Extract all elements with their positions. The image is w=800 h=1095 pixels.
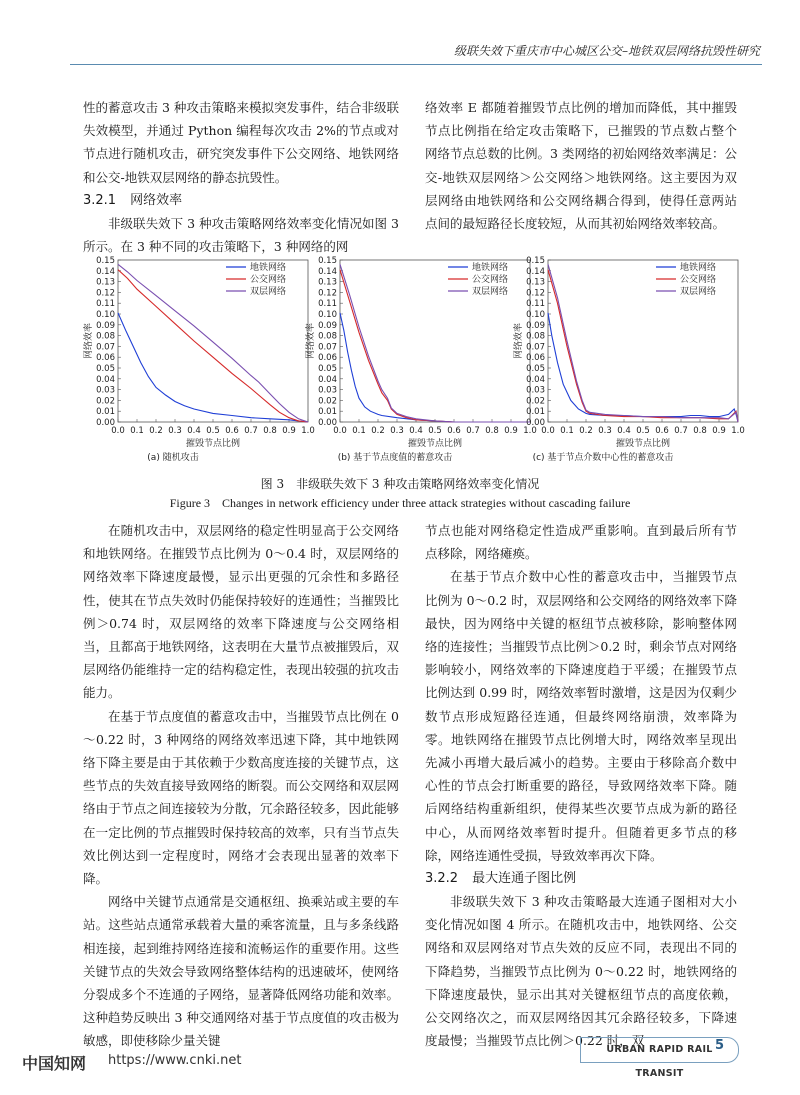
left-column-bottom <box>83 519 399 1053</box>
x-tick-label: 0.6 <box>225 426 239 436</box>
x-tick-label: 0.0 <box>111 426 125 436</box>
x-tick-label: 0.0 <box>541 426 555 436</box>
y-tick-label: 0.15 <box>318 256 337 266</box>
y-tick-label: 0.11 <box>526 299 545 310</box>
x-tick-label: 0.1 <box>352 426 366 436</box>
cnki-logo-text: 中国知网 <box>22 1054 87 1073</box>
x-tick-label: 0.2 <box>579 426 593 436</box>
y-tick-label: 0.06 <box>96 353 115 364</box>
y-tick-label: 0.15 <box>526 256 545 266</box>
left-column-top <box>83 96 399 258</box>
y-tick-label: 0.01 <box>318 407 337 418</box>
x-tick-label: 0.4 <box>187 426 201 436</box>
legend-label: 地铁网络 <box>250 263 287 273</box>
paragraph: 网络中关键节点通常是交通枢纽、换乘站或主要的车站。这些站点通常承载着大量的乘客流量，且与多条线路相连接，起到维持网络连接和流畅运作的重要作用。这些关键节点的失效会导致网络整体结构的迅速破坏，使网络分裂成多个不连通的子网络，显著降低网络功能和效率。这种趋势反映出 3 种交通网络对基于节点度值的攻击极为敏感，即使移除少量关键 <box>83 894 399 1049</box>
y-tick-label: 0.02 <box>96 396 115 407</box>
y-tick-label: 0.07 <box>526 342 545 353</box>
x-tick-label: 0.8 <box>693 426 707 436</box>
y-tick-label: 0.09 <box>96 320 115 331</box>
paragraph: 非级联失效下 3 种攻击策略最大连通子图相对大小变化情况如图 4 所示。在随机攻击中，地铁网络、公交网络和双层网络对节点失效的反应不同，表现出不同的下降趋势，当摧毁节点比例为 0～0.22 时，地铁网络的下降速度最快，显示出其对关键枢纽节点的高度依赖，公交网络次之，而双层网络因其冗余路径较多，下降速度最慢；当摧毁节点比例＞0.22 时，双 <box>425 894 737 1049</box>
y-tick-label: 0.07 <box>96 342 115 353</box>
figure-3 <box>80 255 745 470</box>
y-tick-label: 0.12 <box>526 288 545 299</box>
x-tick-label: 0.9 <box>712 426 726 436</box>
x-tick-label: 0.3 <box>168 426 182 436</box>
x-axis-label: 摧毁节点比例 <box>407 439 463 449</box>
page-number: 5 <box>715 1038 725 1053</box>
x-tick-label: 0.1 <box>130 426 144 436</box>
x-tick-label: 0.6 <box>447 426 461 436</box>
figure-caption-en: Figure 3 Changes in network efficiency under three attack strategies without cascading failure <box>169 496 631 510</box>
x-tick-label: 1.0 <box>731 426 745 436</box>
legend-label: 公交网络 <box>250 275 287 285</box>
y-tick-label: 0.04 <box>96 374 115 385</box>
x-tick-label: 1.0 <box>523 426 537 436</box>
y-tick-label: 0.11 <box>318 299 337 310</box>
y-tick-label: 0.13 <box>96 277 115 288</box>
legend-label: 双层网络 <box>250 287 287 297</box>
y-tick-label: 0.08 <box>526 331 545 342</box>
series-line-1 <box>118 313 308 422</box>
x-axis-label: 摧毁节点比例 <box>615 439 671 449</box>
x-tick-label: 0.8 <box>485 426 499 436</box>
y-tick-label: 0.00 <box>526 418 545 428</box>
x-tick-label: 0.6 <box>655 426 669 436</box>
section-heading-3-2-1 <box>83 189 399 212</box>
y-tick-label: 0.06 <box>526 353 545 364</box>
y-tick-label: 0.10 <box>526 310 545 320</box>
y-tick-label: 0.04 <box>526 374 545 385</box>
y-tick-label: 0.06 <box>318 353 337 364</box>
x-tick-label: 0.2 <box>149 426 163 436</box>
running-title: 级联失效下重庆市中心城区公交–地铁双层网络抗毁性研究 <box>453 44 760 58</box>
chart-subtitle: (c) 基于节点介数中心性的蓄意攻击 <box>532 453 674 463</box>
y-tick-label: 0.00 <box>96 418 115 428</box>
y-tick-label: 0.14 <box>96 266 115 277</box>
x-tick-label: 0.4 <box>409 426 423 436</box>
paragraph: 性的蓄意攻击 3 种攻击策略来模拟突发事件，结合非级联失效模型，并通过 Python 编程每次攻击 2%的节点或对节点进行随机攻击，研究突发事件下公交网络、地铁网络和公交-地铁双层网络的静态抗毁性。 <box>83 100 399 185</box>
section-title: 网络效率 <box>130 192 183 208</box>
series-line-1 <box>548 313 738 422</box>
y-tick-label: 0.05 <box>96 364 115 374</box>
y-tick-label: 0.08 <box>318 331 337 342</box>
y-tick-label: 0.12 <box>96 288 115 299</box>
right-column-bottom <box>425 519 737 1052</box>
x-tick-label: 0.2 <box>371 426 385 436</box>
legend-label: 地铁网络 <box>680 263 717 273</box>
y-tick-label: 0.15 <box>96 256 115 266</box>
paragraph: 节点也能对网络稳定性造成严重影响。直到最后所有节点移除，网络瘫痪。 <box>425 523 737 562</box>
site-url[interactable]: https://www.cnki.net <box>108 1053 242 1068</box>
x-tick-label: 0.0 <box>333 426 347 436</box>
legend-label: 双层网络 <box>472 287 509 297</box>
paragraph: 非级联失效下 3 种攻击策略网络效率变化情况如图 3 所示。在 3 种不同的攻击策略下，3 种网络的网 <box>83 215 399 255</box>
y-axis-label: 网络效率 <box>306 322 316 360</box>
x-tick-label: 0.9 <box>504 426 518 436</box>
legend-label: 公交网络 <box>472 275 509 285</box>
paragraph: 在基于节点度值的蓄意攻击中，当摧毁节点比例在 0～0.22 时，3 种网络的网络效率迅速下降，其中地铁网络下降主要是由于其依赖于少数高度连接的关键节点，这些节点的失效直接导致网络的断裂。而公交网络和双层网络由于节点之间连接较为分散，冗余路径较多，因此能够在一定比例的节点摧毁时保持较高的效率，只有当节点失效比例达到一定程度时，网络才会表现出显著的效率下降。 <box>83 708 399 887</box>
y-tick-label: 0.01 <box>526 407 545 418</box>
header-rule <box>70 64 762 65</box>
x-tick-label: 0.7 <box>674 426 688 436</box>
section-heading-3-2-2 <box>425 867 737 890</box>
right-column-top <box>425 96 737 235</box>
y-tick-label: 0.09 <box>526 320 545 331</box>
y-tick-label: 0.10 <box>318 310 337 320</box>
section-number: 3.2.1 <box>83 192 117 208</box>
y-tick-label: 0.05 <box>318 364 337 374</box>
x-tick-label: 0.7 <box>244 426 258 436</box>
chart-panel-3 <box>512 256 745 463</box>
y-tick-label: 0.04 <box>318 374 337 385</box>
x-tick-label: 0.3 <box>390 426 404 436</box>
x-tick-label: 0.5 <box>206 426 220 436</box>
series-line-1 <box>340 313 530 422</box>
y-tick-label: 0.07 <box>318 342 337 353</box>
y-tick-label: 0.10 <box>96 310 115 320</box>
legend-label: 双层网络 <box>680 287 717 297</box>
chart-panel-2 <box>304 256 537 463</box>
legend-label: 公交网络 <box>680 275 717 285</box>
y-tick-label: 0.09 <box>318 320 337 331</box>
y-tick-label: 0.01 <box>96 407 115 418</box>
chart-panel-1 <box>82 256 315 463</box>
x-tick-label: 0.5 <box>428 426 442 436</box>
y-axis-label: 网络效率 <box>514 322 524 360</box>
y-tick-label: 0.13 <box>526 277 545 288</box>
y-tick-label: 0.13 <box>318 277 337 288</box>
x-tick-label: 0.1 <box>560 426 574 436</box>
x-tick-label: 0.4 <box>617 426 631 436</box>
x-tick-label: 0.8 <box>263 426 277 436</box>
figure-3-charts <box>80 255 745 470</box>
y-tick-label: 0.00 <box>318 418 337 428</box>
y-tick-label: 0.12 <box>318 288 337 299</box>
paragraph: 在基于节点介数中心性的蓄意攻击中，当摧毁节点比例为 0～0.2 时，双层网络和公交网络的网络效率下降最快，因为网络中关键的枢纽节点被移除，影响整体网络的连接性；当摧毁节点比例＞0.2 时，剩余节点对网络影响较小，网络效率的下降速度趋于平缓；在摧毁节点比例达到 0.99 时，网络效率暂时激增，这是因为仅剩少数节点形成短路径连通，但最终网络崩溃，效率降为零。地铁网络在摧毁节点比例增大时，网络效率呈现出先减小再增大最后减小的趋势。主要由于移除高介数中心性的节点会打断重要的路径，导致网络效率下降。随后网络结构重新组织，使得某些次要节点成为新的路径中心，从而网络效率暂时提升。但随着更多节点的移除，网络连通性受损，导致效率再次下降。 <box>425 569 737 863</box>
figure-caption-cn: 图 3 非级联失效下 3 种攻击策略网络效率变化情况 <box>260 477 540 491</box>
y-tick-label: 0.11 <box>96 299 115 310</box>
y-tick-label: 0.03 <box>318 385 337 396</box>
y-tick-label: 0.03 <box>526 385 545 396</box>
x-tick-label: 1.0 <box>301 426 315 436</box>
chart-subtitle: (b) 基于节点度值的蓄意攻击 <box>337 453 453 463</box>
journal-name-badge: URBAN RAPID RAIL TRANSIT <box>580 1037 739 1063</box>
y-tick-label: 0.14 <box>526 266 545 277</box>
x-tick-label: 0.3 <box>598 426 612 436</box>
paragraph: 在随机攻击中，双层网络的稳定性明显高于公交网络和地铁网络。在摧毁节点比例为 0～0.4 时，双层网络的网络效率下降速度最慢，显示出更强的冗余性和多路径性，使其在节点失效时仍能保持较好的连通性；当摧毁比例＞0.74 时，双层网络的效率下降速度与公交网络相当，且都高于地铁网络，这表明在大量节点被摧毁后，双层网络仍能维持一定的结构稳定性，表现出较强的抗攻击能力。 <box>83 523 399 701</box>
x-tick-label: 0.5 <box>636 426 650 436</box>
y-axis-label: 网络效率 <box>84 322 94 360</box>
section-title: 最大连通子图比例 <box>472 871 577 887</box>
legend-label: 地铁网络 <box>472 263 509 273</box>
y-tick-label: 0.14 <box>318 266 337 277</box>
chart-subtitle: (a) 随机攻击 <box>147 453 199 463</box>
x-tick-label: 0.7 <box>466 426 480 436</box>
x-tick-label: 0.9 <box>282 426 296 436</box>
y-tick-label: 0.03 <box>96 385 115 396</box>
y-tick-label: 0.02 <box>526 396 545 407</box>
y-tick-label: 0.05 <box>526 364 545 374</box>
section-number: 3.2.2 <box>425 871 459 887</box>
y-tick-label: 0.08 <box>96 331 115 342</box>
x-axis-label: 摧毁节点比例 <box>185 439 241 449</box>
y-tick-label: 0.02 <box>318 396 337 407</box>
paragraph: 络效率 E 都随着摧毁节点比例的增加而降低，其中摧毁节点比例指在给定攻击策略下，已摧毁的节点数占整个网络节点总数的比例。3 类网络的初始网络效率满足：公交-地铁双层网络＞公交网络＞地铁网络。这主要因为双层网络由地铁网络和公交网络耦合得到，使得任意两站点间的最短路径长度较短，从而其初始网络效率较高。 <box>425 100 737 232</box>
